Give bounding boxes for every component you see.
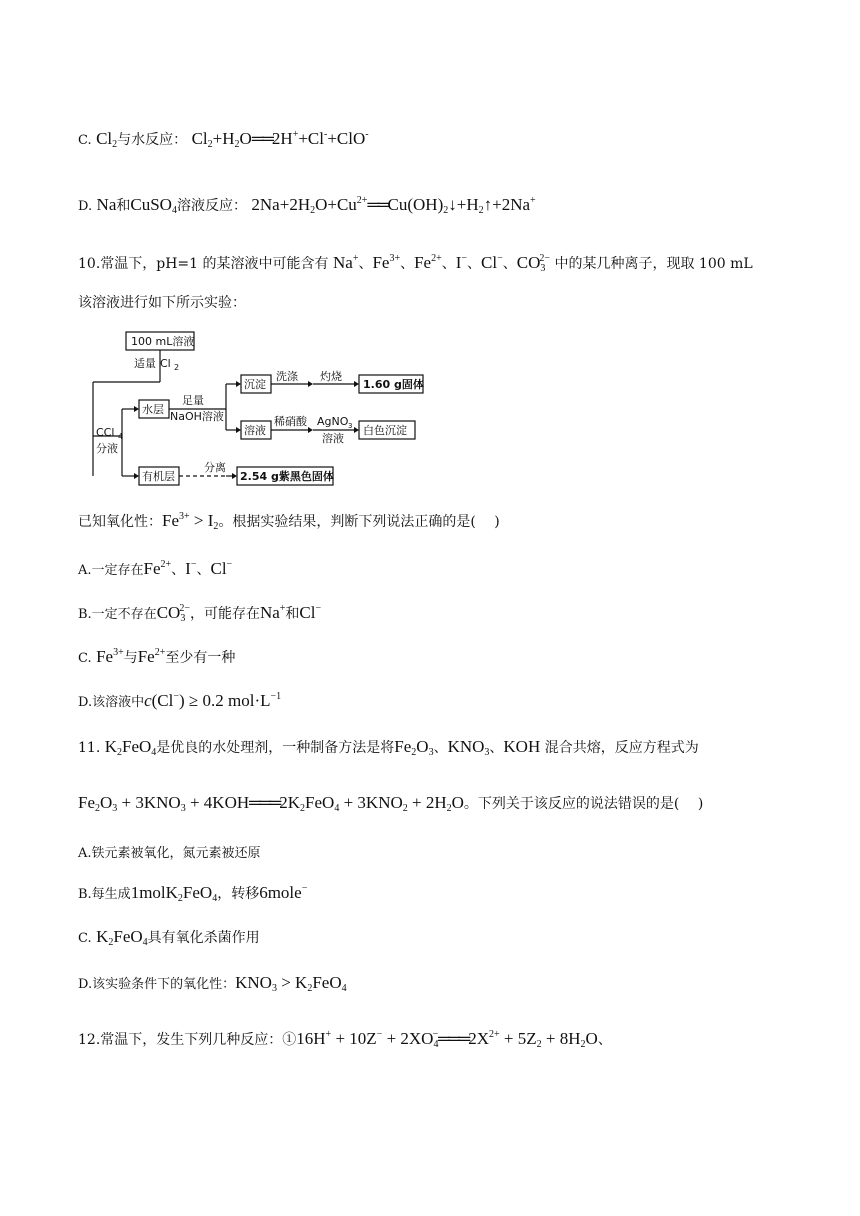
svg-text:1.60 g固体: 1.60 g固体 [363, 378, 424, 391]
q11-stem: 11. $K_2FeO_4$是优良的水处理剂，一种制备方法是将$Fe_2O_3$、$KNO_3$、KOH 混合共熔，反应方程式为 [78, 737, 699, 758]
svg-text:水层: 水层 [142, 403, 164, 416]
q11-option-d: D.该实验条件下的氧化性：$KNO_3 > K_2FeO_4$ [78, 973, 347, 994]
svg-text:Cl: Cl [160, 357, 171, 370]
q9-option-d: D. Na和CuSO$_4$溶液反应： $2Na+2H_2O+Cu^{2+}══Cu(OH)_2↓+H_2↑+2Na^+$ [78, 195, 536, 216]
q10-option-d: D.该溶液中c(Cl−) ≥ 0.2 $mol\cdot L^{-1}$ [78, 691, 282, 710]
svg-text:2: 2 [174, 363, 180, 372]
svg-text:足量: 足量 [182, 394, 204, 407]
q10-option-b: B.一定不存在$CO_3^{2-}$，可能存在Na+和Cl− [78, 603, 322, 624]
svg-text:4: 4 [118, 432, 124, 441]
formula: $Cl_2$ [96, 129, 118, 150]
start-label: 100 mL溶液 [131, 335, 195, 348]
equation: $Cl_2+H_2O══2H^++Cl^-+ClO^-$ [191, 129, 369, 150]
svg-text:溶液: 溶液 [322, 432, 344, 445]
svg-text:溶液: 溶液 [244, 424, 266, 437]
svg-text:沉淀: 沉淀 [244, 378, 266, 391]
q10-stem: 10.常温下，pH=1 的某溶液中可能含有 Na+、$Fe^{3+}$、$Fe^{2+}$、I−、Cl−、$CO_3^{2-}$ 中的某几种离子，现取 100 mL [78, 253, 753, 274]
q9-option-c: C. $Cl_2$与水反应： $Cl_2+H_2O══2H^++Cl^-+ClO^-$ [78, 129, 369, 150]
q11-equation: $Fe_2O_3 + 3KNO_3$ + $4KOH═══2K_2FeO_4 + 3KNO_2 + 2H_2O$。下列关于该反应的说法错误的是( ) [78, 793, 704, 814]
svg-text:3: 3 [348, 422, 353, 430]
reagent1-label: 适量 [134, 357, 156, 370]
q10-stem-2: 该溶液进行如下所示实验： [78, 295, 246, 311]
svg-text:洗涤: 洗涤 [276, 370, 298, 383]
experiment-flow-diagram [84, 326, 444, 496]
svg-text:NaOH溶液: NaOH溶液 [170, 410, 224, 423]
q12-stem: 12.常温下，发生下列几种反应：①16H+ + $10Z^- + 2XO_4^-═══2X^{2+} + 5Z_2 + 8H_2O$、 [78, 1029, 612, 1050]
q11-option-c: C. $K_2FeO_4$具有氧化杀菌作用 [78, 927, 260, 948]
ccl4-label: CCl [96, 426, 115, 439]
svg-text:灼烧: 灼烧 [320, 370, 342, 383]
equation: $2Na+2H_2O+Cu^{2+}══Cu(OH)_2↓+H_2↑+2Na^+$ [251, 195, 536, 216]
svg-text:2.54 g紫黑色固体: 2.54 g紫黑色固体 [240, 470, 334, 483]
fenye-label: 分液 [96, 442, 118, 455]
svg-text:有机层: 有机层 [142, 470, 175, 483]
q10-known: 已知氧化性：$Fe^{3+} > I_2$。根据实验结果，判断下列说法正确的是( ) [78, 511, 500, 532]
svg-text:分离: 分离 [204, 461, 226, 474]
svg-text:AgNO: AgNO [317, 415, 349, 428]
q11-option-a: A.铁元素被氧化，氮元素被还原 [78, 846, 261, 861]
svg-text:白色沉淀: 白色沉淀 [363, 424, 407, 437]
svg-text:稀硝酸: 稀硝酸 [274, 415, 307, 428]
q11-option-b: B.每生成1molK$_2$FeO$_4$，转移6mole− [78, 883, 308, 904]
q10-option-a: A.一定存在$Fe^{2+}$、I−、Cl− [78, 559, 233, 578]
q10-option-c: C. $Fe^{3+}$与$Fe^{2+}$至少有一种 [78, 647, 236, 666]
